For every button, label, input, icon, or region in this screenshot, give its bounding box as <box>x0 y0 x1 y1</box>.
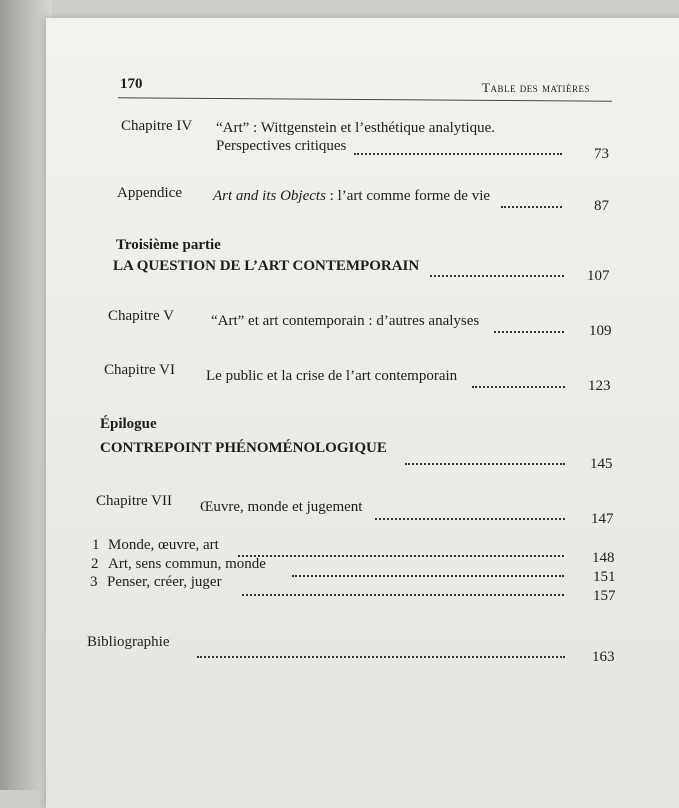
chapter-title-continued: Perspectives critiques <box>216 138 347 154</box>
chapter-title: “Art” et art contemporain : d’autres analyses <box>211 313 480 329</box>
epilogue-label: Épilogue <box>100 416 157 432</box>
leader-dots <box>472 384 565 388</box>
section-number: 2 <box>91 556 99 572</box>
page-ref: 123 <box>588 378 611 394</box>
page-ref: 73 <box>594 146 609 162</box>
section-title: Monde, œuvre, art <box>108 537 219 553</box>
page-ref: 148 <box>592 550 615 566</box>
bibliography-label: Bibliographie <box>87 634 170 650</box>
section-title: Art, sens commun, monde <box>108 556 266 572</box>
appendix-title: Art and its Objects : l’art comme forme de vie <box>213 188 491 204</box>
leader-dots <box>494 329 564 333</box>
section-title: Penser, créer, juger <box>107 574 222 590</box>
running-title: Table des matières <box>482 80 590 95</box>
chapter-label: Chapitre VII <box>96 493 172 509</box>
leader-dots <box>197 654 565 658</box>
leader-dots <box>292 573 564 577</box>
leader-dots <box>430 273 564 277</box>
section-number: 3 <box>90 574 98 590</box>
chapter-title: “Art” : Wittgenstein et l’esthétique analytique. <box>216 120 496 136</box>
page-ref: 157 <box>593 588 616 604</box>
leader-dots <box>501 204 562 208</box>
page-number: 170 <box>120 76 143 92</box>
page-ref: 147 <box>591 511 614 527</box>
part-title: LA QUESTION DE L’ART CONTEMPORAIN <box>113 258 420 274</box>
page-ref: 87 <box>594 198 609 214</box>
leader-dots <box>354 151 562 155</box>
page-ref: 109 <box>589 323 612 339</box>
chapter-label: Chapitre IV <box>121 118 193 134</box>
section-number: 1 <box>92 537 100 553</box>
chapter-label: Chapitre V <box>108 308 174 324</box>
leader-dots <box>242 592 564 596</box>
page-ref: 145 <box>590 456 613 472</box>
chapter-label: Chapitre VI <box>104 362 175 378</box>
leader-dots <box>405 461 565 465</box>
chapter-title: Le public et la crise de l’art contemporain <box>206 368 458 384</box>
page-ref: 151 <box>593 569 616 585</box>
book-binding-shadow <box>0 0 52 790</box>
appendix-label: Appendice <box>117 185 182 201</box>
chapter-title: Œuvre, monde et jugement <box>200 499 363 515</box>
leader-dots <box>238 553 564 557</box>
leader-dots <box>375 516 565 520</box>
epilogue-title: CONTREPOINT PHÉNOMÉNOLOGIQUE <box>100 440 387 456</box>
page-ref: 107 <box>587 268 610 284</box>
part-label: Troisième partie <box>116 237 221 253</box>
page-ref: 163 <box>592 649 615 665</box>
